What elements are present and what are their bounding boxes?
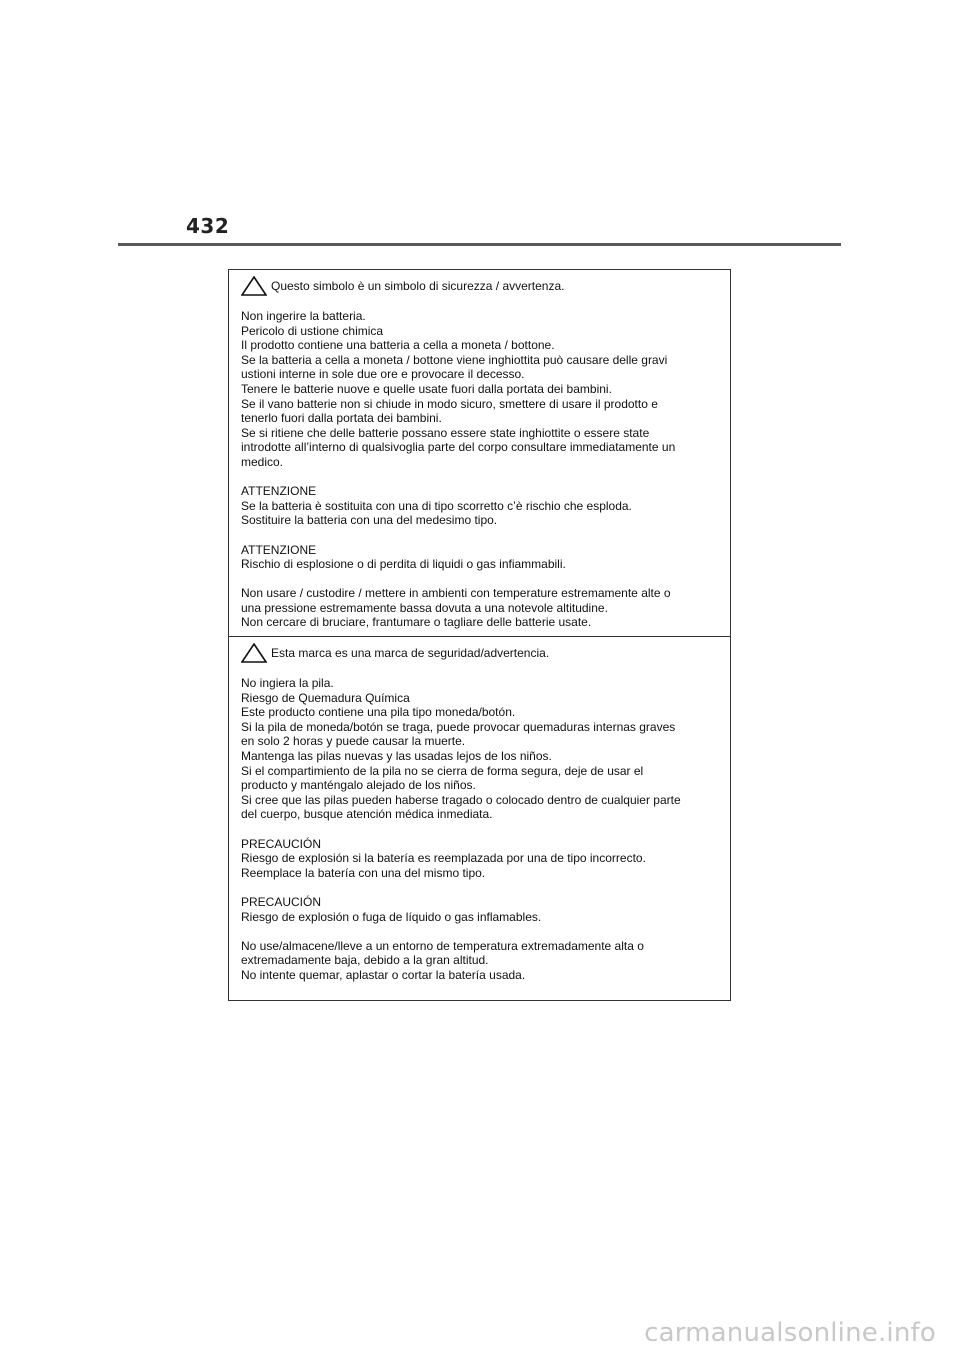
caution-heading: PRECAUCIÓN [241,894,322,909]
text-line: Este producto contiene una pila tipo moneda/botón. [241,705,516,720]
caution-heading: ATTENZIONE [241,542,317,557]
text-line: Si el compartimiento de la pila no se cierra de forma segura, deje de usar el [241,763,644,778]
text-line: Non ingerire la batteria. [241,309,366,323]
text-line: tenerlo fuori dalla portata dei bambini. [241,411,442,426]
italian-symbol-line [241,277,720,295]
text-line: Riesgo de explosión si la batería es reemplazada por una de tipo incorrecto. [241,851,646,866]
italian-paragraph-1 [241,309,720,470]
page-number: 432 [186,214,230,238]
text-line: Mantenga las pilas nuevas y las usadas lejos de los niños. [241,748,552,763]
text-line: Se si ritiene che delle batterie possano essere state inghiottite o essere state [241,425,650,440]
italian-paragraph-3 [241,543,720,572]
text-line: Si cree que las pilas pueden haberse tragado o colocado dentro de cualquier parte [241,792,681,807]
spanish-paragraph-2 [241,837,720,881]
spanish-paragraph-4 [241,939,720,983]
spanish-warning-section [229,636,730,1002]
text-line: introdotte all’interno di qualsivoglia parte del corpo consultare immediatamente un [241,440,676,455]
text-line: Reemplace la batería con una del mismo tipo. [241,865,486,880]
caution-heading: ATTENZIONE [241,484,317,499]
text-line: Rischio di esplosione o di perdita di liquidi o gas infiammabili. [241,557,566,572]
italian-paragraph-4 [241,586,720,630]
italian-paragraph-2 [241,484,720,528]
text-line: No ingiera la pila. [241,676,334,690]
warning-triangle-icon [241,276,267,296]
text-line: ustioni interne in sole due ore e provocare il decesso. [241,367,525,382]
text-line: Si la pila de moneda/botón se traga, puede provocar quemaduras internas graves [241,719,676,734]
text-line: Riesgo de Quemadura Química [241,690,410,705]
text-line: Il prodotto contiene una batteria a cella a moneta / bottone. [241,338,555,353]
spanish-paragraph-1 [241,676,720,822]
text-line: extremadamente baja, debido a la gran altitud. [241,953,489,968]
italian-symbol-text: Questo simbolo è un simbolo di sicurezza / avvertenza. [271,278,565,293]
text-line: medico. [241,454,284,469]
text-line: en solo 2 horas y puede causar la muerte. [241,734,466,749]
header-rule [118,243,841,246]
spanish-paragraph-3 [241,895,720,924]
text-line: Tenere le batterie nuove e quelle usate fuori dalla portata dei bambini. [241,381,612,396]
text-line: Non usare / custodire / mettere in ambienti con temperature estremamente alte o [241,586,671,601]
text-line: Se il vano batterie non si chiude in modo sicuro, smettere di usare il prodotto e [241,396,658,411]
text-line: Se la batteria a cella a moneta / bottone viene inghiottita può causare delle gravi [241,352,668,367]
battery-warning-box [228,269,731,1001]
text-line: producto y manténgalo alejado de los niños. [241,778,476,793]
spanish-symbol-text: Esta marca es una marca de seguridad/advertencia. [271,645,550,660]
text-line: Riesgo de explosión o fuga de líquido o gas inflamables. [241,909,542,924]
caution-heading: PRECAUCIÓN [241,836,322,851]
text-line: Non cercare di bruciare, frantumare o tagliare delle batterie usate. [241,615,592,630]
spanish-symbol-line [241,644,720,662]
text-line: del cuerpo, busque atención médica inmediata. [241,807,493,822]
text-line: una pressione estremamente bassa dovuta a una notevole altitudine. [241,600,608,615]
text-line: No intente quemar, aplastar o cortar la batería usada. [241,967,526,982]
warning-triangle-icon [241,643,267,663]
text-line: Se la batteria è sostituita con una di tipo scorretto c’è rischio che esploda. [241,498,632,513]
watermark: carmanualsonline.info [644,1318,936,1348]
text-line: Sostituire la batteria con una del medesimo tipo. [241,513,498,528]
text-line: No use/almacene/lleve a un entorno de temperatura extremadamente alta o [241,938,644,953]
text-line: Pericolo di ustione chimica [241,323,384,338]
italian-warning-section [229,270,730,636]
